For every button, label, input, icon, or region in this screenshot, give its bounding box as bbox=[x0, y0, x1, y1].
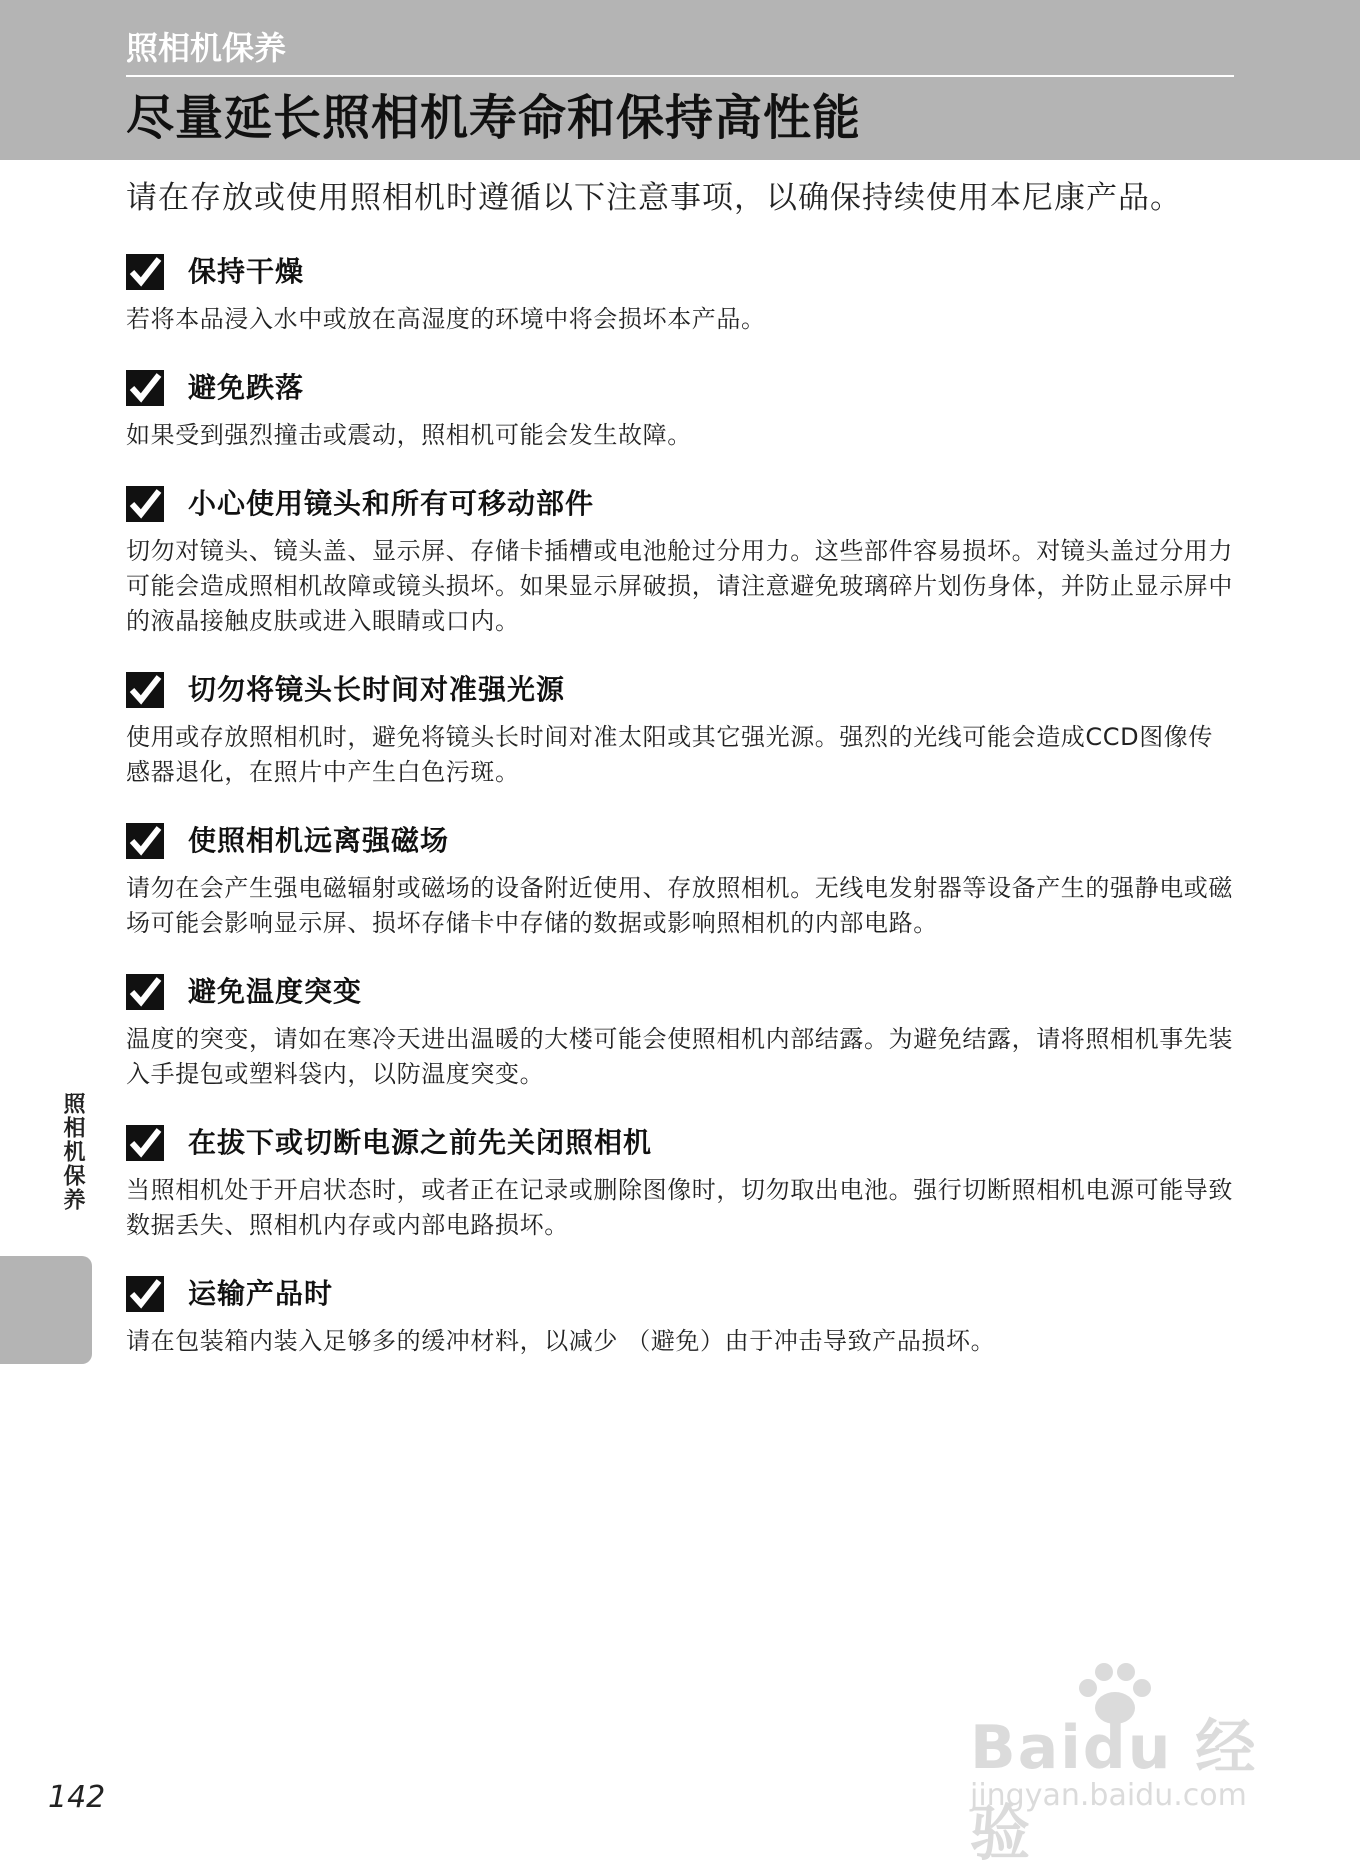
precaution-body: 若将本品浸入水中或放在高湿度的环境中将会损坏本产品。 bbox=[126, 305, 766, 333]
precaution-body: 如果受到强烈撞击或震动，照相机可能会发生故障。 bbox=[126, 421, 692, 449]
checkmark-box-icon bbox=[126, 1125, 164, 1161]
precaution-item bbox=[126, 668, 1236, 790]
watermark-brand: Baidu 经验 bbox=[970, 1713, 1258, 1869]
precaution-body: 请在包装箱内装入足够多的缓冲材料，以减少 （避免）由于冲击导致产品损坏。 bbox=[126, 1327, 996, 1355]
checkmark-box-icon bbox=[126, 370, 164, 406]
checkmark-box-icon bbox=[126, 1276, 164, 1312]
precaution-item bbox=[126, 970, 1236, 1092]
precautions-list bbox=[126, 250, 1236, 1388]
page-title: 尽量延长照相机寿命和保持高性能 bbox=[126, 90, 862, 146]
watermark bbox=[960, 1660, 1280, 1869]
side-tab bbox=[0, 1256, 92, 1364]
precaution-item bbox=[126, 250, 1236, 337]
precaution-item bbox=[126, 366, 1236, 453]
header-divider bbox=[126, 75, 1234, 77]
checkmark-box-icon bbox=[126, 974, 164, 1010]
page-header bbox=[0, 0, 1360, 160]
precaution-body: 请勿在会产生强电磁辐射或磁场的设备附近使用、存放照相机。无线电发射器等设备产生的强静电或磁场可能会影响显示屏、损坏存储卡中存储的数据或影响照相机的内部电路。 bbox=[126, 874, 1233, 937]
precaution-heading: 在拔下或切断电源之前先关闭照相机 bbox=[188, 1126, 653, 1159]
side-section-label: 照相机保养 bbox=[60, 1092, 85, 1212]
precaution-item bbox=[126, 819, 1236, 941]
precaution-body: 当照相机处于开启状态时，或者正在记录或删除图像时，切勿取出电池。强行切断照相机电源可能导致数据丢失、照相机内存或内部电路损坏。 bbox=[126, 1176, 1233, 1239]
precaution-item bbox=[126, 482, 1236, 639]
checkmark-box-icon bbox=[126, 823, 164, 859]
section-label: 照相机保养 bbox=[126, 29, 287, 67]
precaution-heading: 使照相机远离强磁场 bbox=[188, 824, 450, 857]
page-number: 142 bbox=[48, 1780, 106, 1815]
precaution-heading: 避免温度突变 bbox=[188, 975, 363, 1008]
checkmark-box-icon bbox=[126, 486, 164, 522]
intro-text: 请在存放或使用照相机时遵循以下注意事项，以确保持续使用本尼康产品。 bbox=[126, 180, 1182, 216]
precaution-heading: 运输产品时 bbox=[188, 1277, 334, 1310]
watermark-url: jingyan.baidu.com bbox=[970, 1778, 1247, 1813]
precaution-body: 使用或存放照相机时，避免将镜头长时间对准太阳或其它强光源。强烈的光线可能会造成CCD图像传感器退化，在照片中产生白色污斑。 bbox=[126, 723, 1213, 786]
checkmark-box-icon bbox=[126, 672, 164, 708]
precaution-item bbox=[126, 1121, 1236, 1243]
precaution-heading: 避免跌落 bbox=[188, 371, 305, 404]
precaution-heading: 切勿将镜头长时间对准强光源 bbox=[188, 673, 566, 706]
precaution-heading: 保持干燥 bbox=[188, 255, 305, 288]
checkmark-box-icon bbox=[126, 254, 164, 290]
precaution-heading: 小心使用镜头和所有可移动部件 bbox=[188, 487, 595, 520]
precaution-item bbox=[126, 1272, 1236, 1359]
precaution-body: 切勿对镜头、镜头盖、显示屏、存储卡插槽或电池舱过分用力。这些部件容易损坏。对镜头盖过分用力可能会造成照相机故障或镜头损坏。如果显示屏破损，请注意避免玻璃碎片划伤身体，并防止显示屏中的液晶接触皮肤或进入眼睛或口内。 bbox=[126, 537, 1233, 635]
precaution-body: 温度的突变，请如在寒冷天进出温暖的大楼可能会使照相机内部结露。为避免结露，请将照相机事先装入手提包或塑料袋内，以防温度突变。 bbox=[126, 1025, 1233, 1088]
